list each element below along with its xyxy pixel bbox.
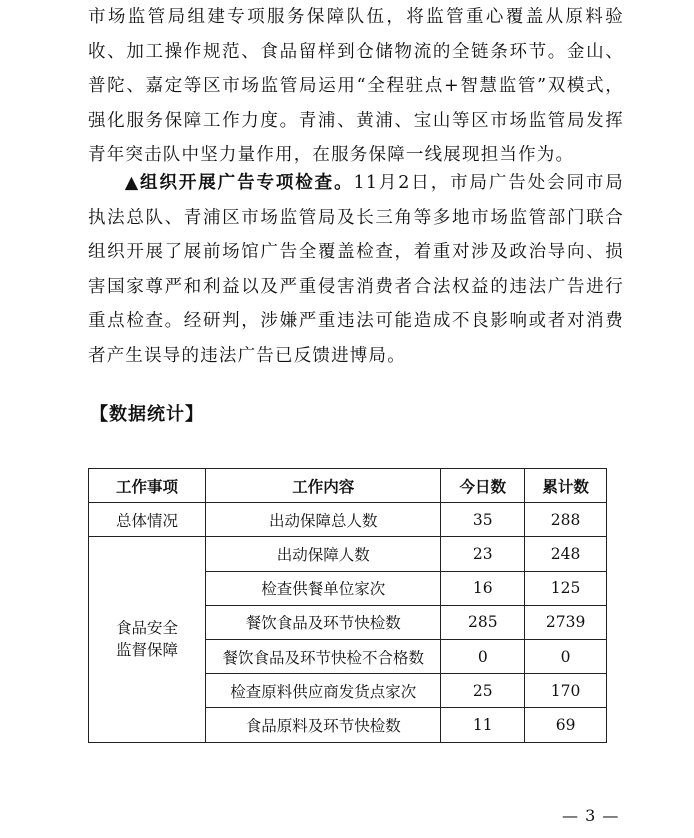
- paragraph-body-text: 11月2日，市局广告处会同市局执法总队、青浦区市场监管局及长三角等多地市场监管部门联合组织开展了展前场馆广告全覆盖检查，着重对涉及政治导向、损害国家尊严和利益以及严重侵害消费者合法权益的违法广告进行重点检查。经研判，涉嫌严重违法可能造成不良影响或者对消费者产生误导的违法广告已反馈进博局。: [88, 173, 625, 366]
- body-paragraph-2: [88, 166, 624, 374]
- group-cell-food-safety: [89, 537, 206, 742]
- body-paragraph-1: 市场监管局组建专项服务保障队伍，将监管重心覆盖从原料验收、加工操作规范、食品留样到仓储物流的全链条环节。金山、普陀、嘉定等区市场监管局运用“全程驻点+智慧监管”双模式，强化服务保障工作力度。青浦、黄浦、宝山等区市场监管局发挥青年突击队中坚力量作用，在服务保障一线展现担当作为。: [88, 7, 624, 166]
- today-cell: 11: [441, 708, 525, 742]
- total-cell: 69: [525, 708, 607, 742]
- header-work-item: 工作事项: [89, 469, 206, 503]
- page-number: — 3 —: [562, 806, 620, 825]
- section-title: 【数据统计】: [90, 404, 204, 425]
- content-cell: 食品原料及环节快检数: [206, 708, 441, 742]
- content-cell: 检查原料供应商发货点家次: [206, 674, 441, 708]
- paragraph-lead-heading: ▲组织开展广告专项检查。: [124, 173, 354, 193]
- group-cell-overall: 总体情况: [89, 503, 206, 537]
- table-row: [89, 503, 607, 537]
- table-header-row: [89, 469, 607, 503]
- total-cell: 288: [525, 503, 607, 537]
- content-cell: 餐饮食品及环节快检数: [206, 605, 441, 639]
- today-cell: 23: [441, 537, 525, 571]
- group-name-line-1: 食品安全: [116, 619, 179, 638]
- total-cell: 170: [525, 674, 607, 708]
- content-cell: 出动保障人数: [206, 537, 441, 571]
- header-today-count: 今日数: [441, 469, 525, 503]
- statistics-table: [88, 468, 607, 743]
- content-cell: 出动保障总人数: [206, 503, 441, 537]
- total-cell: 0: [525, 639, 607, 673]
- table-row: [89, 537, 607, 571]
- today-cell: 16: [441, 571, 525, 605]
- total-cell: 2739: [525, 605, 607, 639]
- content-cell: 餐饮食品及环节快检不合格数: [206, 639, 441, 673]
- content-cell: 检查供餐单位家次: [206, 571, 441, 605]
- today-cell: 0: [441, 639, 525, 673]
- today-cell: 285: [441, 605, 525, 639]
- today-cell: 25: [441, 674, 525, 708]
- group-name-line-2: 监督保障: [116, 641, 179, 660]
- total-cell: 125: [525, 571, 607, 605]
- header-total-count: 累计数: [525, 469, 607, 503]
- header-work-content: 工作内容: [206, 469, 441, 503]
- total-cell: 248: [525, 537, 607, 571]
- today-cell: 35: [441, 503, 525, 537]
